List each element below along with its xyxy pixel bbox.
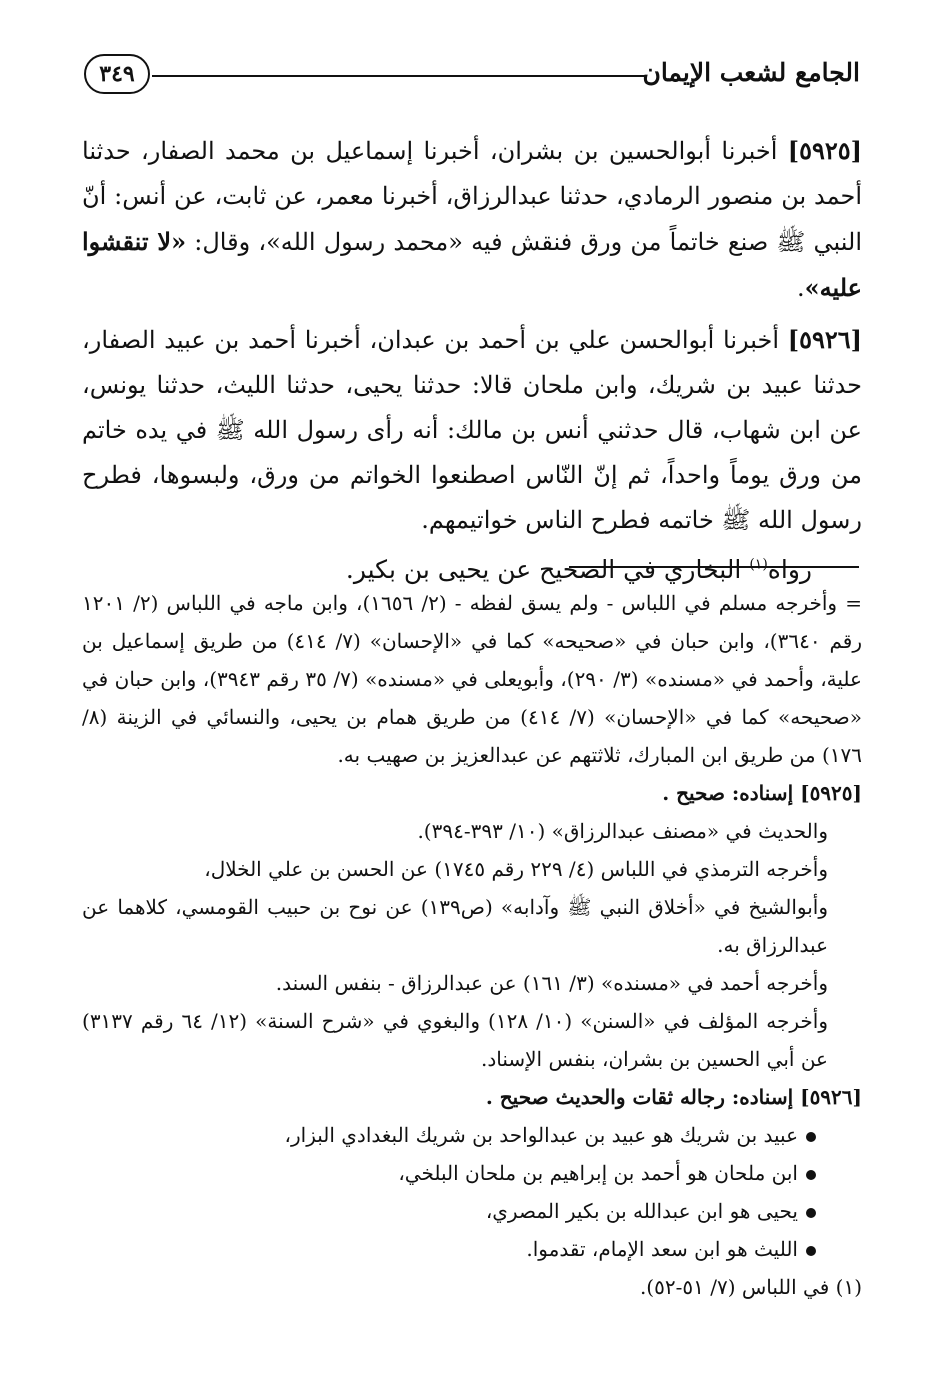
list-item bbox=[82, 1230, 816, 1268]
hadith-number: [٥٩٢٥] bbox=[800, 781, 862, 805]
bullet-icon bbox=[806, 1132, 816, 1142]
list-item bbox=[82, 1192, 816, 1230]
footnote-line: وأخرجه المؤلف في «السنن» (١٠/ ١٢٨) والبغوي في «شرح السنة» (١٢/ ٦٤ رقم ٣١٣٧) عن أبي الحسين بن بشران، بنفس الإسناد. bbox=[82, 1009, 828, 1071]
hadith-number: [٥٩٢٦] bbox=[787, 325, 862, 354]
hadith-number: [٥٩٢٥] bbox=[787, 136, 862, 165]
bullet-icon bbox=[806, 1208, 816, 1218]
header-rule bbox=[152, 75, 645, 77]
book-title: الجامع لشعب الإيمان bbox=[642, 58, 860, 87]
footnote-line: وأخرجه الترمذي في اللباس (٤/ ٢٢٩ رقم ١٧٤٥) عن الحسن بن علي الخلال، bbox=[204, 857, 828, 881]
list-item bbox=[82, 1154, 816, 1192]
page-number-badge: ٣٤٩ bbox=[84, 54, 150, 94]
list-item bbox=[82, 1116, 816, 1154]
hadith-text: أخبرنا أبوالحسين بن بشران، أخبرنا إسماعيل بن محمد الصفار، حدثنا أحمد بن منصور الرمادي، حدثنا عبدالرزاق، أخبرنا معمر، عن ثابت، عن أنس: أنّ النبي ﷺ صنع خاتماً من ورق فنقش فيه «محمد رسول الله»، وقال: bbox=[82, 137, 862, 256]
isnad-grade: إسناده: صحيح . bbox=[662, 781, 801, 805]
list-item-text: ابن ملحان هو أحمد بن إبراهيم بن ملحان البلخي، bbox=[398, 1161, 798, 1185]
footnote-marker: (١) bbox=[749, 556, 768, 573]
hadith-end: . bbox=[796, 274, 805, 302]
isnad-5925 bbox=[82, 774, 862, 812]
hadith-number: [٥٩٢٦] bbox=[800, 1085, 862, 1109]
hadith-5925 bbox=[82, 128, 862, 311]
hadith-5926 bbox=[82, 317, 862, 543]
hadith-quote: «لا تنقشوا عليه» bbox=[82, 227, 862, 302]
isnad-5926 bbox=[82, 1078, 862, 1116]
narration-prefix: رواه bbox=[767, 555, 812, 584]
bullet-icon bbox=[806, 1246, 816, 1256]
footnote-continuation: = وأخرجه مسلم في اللباس - ولم يسق لفظه - (٢/ ١٦٥٦)، وابن ماجه في اللباس (٢/ ١٢٠١ رقم ٣٦٤٠)، وابن حبان في «صحيحه» كما في «الإحسان» (٧/ ٤١٤) من طريق إسماعيل بن علية، وأحمد في «مسنده» (٣/ ٢٩٠)، وأبويعلى في «مسنده» (٧/ ٣٥ رقم ٣٩٤٣)، وابن حبان في «صحيحه» كما في «الإحسان» (٧/ ٤١٤) من طريق همام بن يحيى، والنسائي في الزينة (٨/ ١٧٦) من طريق ابن المبارك، ثلاثتهم عن عبدالعزيز بن صهيب به. bbox=[82, 591, 862, 767]
footnotes bbox=[82, 584, 862, 1306]
footnote-1: (١) في اللباس (٧/ ٥١-٥٢). bbox=[639, 1275, 862, 1299]
isnad-grade: إسناده: رجاله ثقات والحديث صحيح . bbox=[485, 1085, 801, 1109]
footnote-line: وأخرجه أحمد في «مسنده» (٣/ ١٦١) عن عبدالرزاق - بنفس السند. bbox=[275, 971, 828, 995]
main-text bbox=[82, 128, 862, 594]
list-item-text: يحيى هو ابن عبدالله بن بكير المصري، bbox=[485, 1199, 798, 1223]
list-item-text: عبيد بن شريك هو عبيد بن عبدالواحد بن شريك البغدادي البزار، bbox=[284, 1123, 798, 1147]
running-header bbox=[80, 52, 860, 102]
list-item-text: الليث هو ابن سعد الإمام، تقدموا. bbox=[526, 1237, 798, 1261]
footnote-line: والحديث في «مصنف عبدالرزاق» (١٠/ ٣٩٣-٣٩٤). bbox=[417, 819, 828, 843]
footnote-separator bbox=[569, 566, 859, 568]
bullet-icon bbox=[806, 1170, 816, 1180]
narrator-list bbox=[82, 1116, 862, 1268]
footnote-line: وأبوالشيخ في «أخلاق النبي ﷺ وآدابه» (ص١٣٩) عن نوح بن حبيب القومسي، كلاهما عن عبدالرزاق به. bbox=[82, 895, 828, 957]
narration-text: البخاري في الصحيح عن يحيى بن بكير. bbox=[345, 555, 750, 584]
hadith-text: أخبرنا أبوالحسن علي بن أحمد بن عبدان، أخبرنا أحمد بن عبيد الصفار، حدثنا عبيد بن شريك، وابن ملحان قالا: حدثنا يحيى، حدثنا الليث، حدثنا يونس، عن ابن شهاب، قال حدثني أنس بن مالك: أنه رأى رسول الله ﷺ في يده خاتم من ورق يوماً واحداً، ثم إنّ النّاس اصطنعوا الخواتم من ورق، ولبسوها، فطرح رسول الله ﷺ خاتمه فطرح الناس خواتيمهم. bbox=[82, 326, 862, 534]
